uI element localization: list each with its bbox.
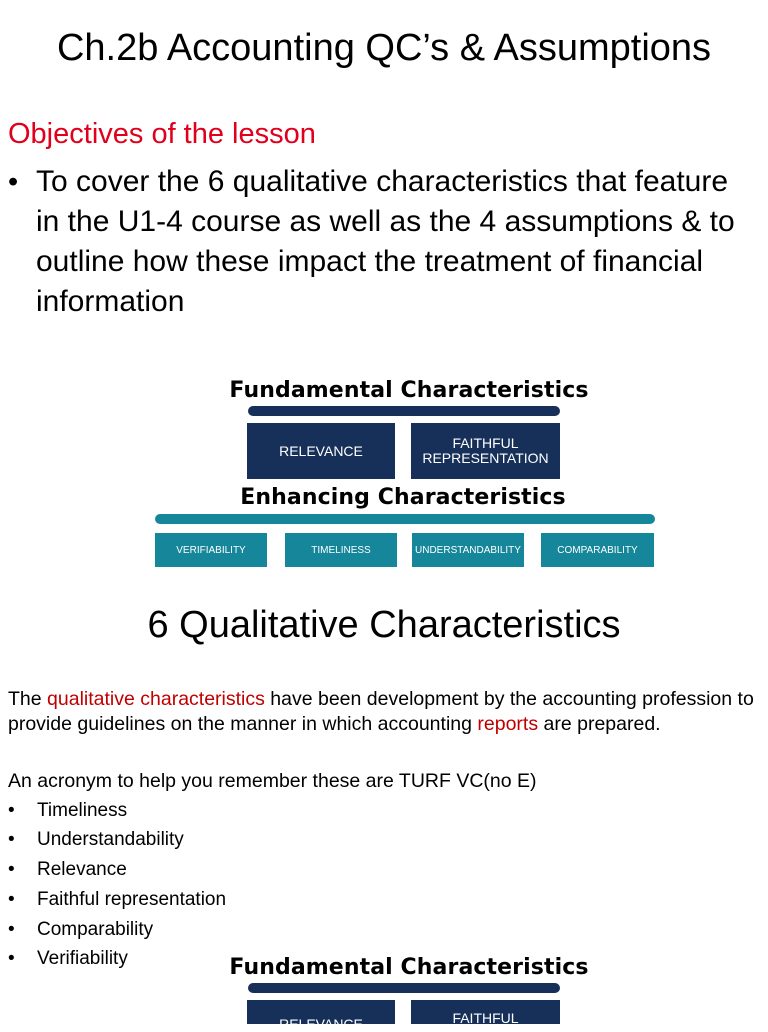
list-item — [8, 858, 127, 882]
list-item — [8, 828, 184, 852]
intro-highlight-qualitative: qualitative characteristics — [47, 688, 265, 710]
enhancing-characteristics-heading: Enhancing Characteristics — [240, 485, 566, 510]
bullet: • — [8, 919, 15, 940]
objectives-heading: Objectives of the lesson — [8, 118, 316, 150]
faithful-representation-box: FAITHFUL REPRESENTATION — [411, 423, 560, 479]
bullet: • — [8, 948, 15, 969]
faithful-box-2: FAITHFUL — [411, 1000, 560, 1024]
bullet: • — [8, 829, 15, 850]
objective-bullet: • — [8, 166, 19, 198]
list-item-label: Relevance — [37, 859, 127, 880]
intro-text-2: have been development by the accounting profession to provide guidelines on the manner in which accounting — [8, 688, 754, 735]
list-item-label: Comparability — [37, 919, 154, 940]
list-item — [8, 799, 127, 823]
enhancing-bar — [155, 514, 655, 524]
understandability-box: UNDERSTANDABILITY — [412, 533, 524, 567]
list-item-label: Timeliness — [37, 800, 128, 821]
intro-text-1: The — [8, 688, 48, 710]
list-item — [8, 918, 153, 942]
fundamental-bar — [248, 406, 560, 416]
bullet: • — [8, 889, 15, 910]
fundamental-bar-2 — [248, 983, 560, 993]
objective-text: To cover the 6 qualitative characteristics that feature in the U1-4 course as well as the 4 assumptions & to outline how these impact the treatment of financial information — [36, 165, 735, 318]
list-item-label: Faithful representation — [37, 889, 227, 910]
acronym-line: An acronym to help you remember these are TURF VC(no E) — [8, 770, 537, 792]
intro-highlight-reports: reports — [477, 713, 539, 735]
relevance-box: RELEVANCE — [247, 423, 395, 479]
relevance-box-2: RELEVANCE — [247, 1000, 395, 1024]
verifiability-box: VERIFIABILITY — [155, 533, 267, 567]
intro-paragraph — [8, 687, 763, 737]
list-item-label: Understandability — [37, 829, 184, 850]
fundamental-characteristics-heading-2: Fundamental Characteristics — [229, 955, 589, 980]
list-item-label: Verifiability — [37, 948, 128, 969]
bullet: • — [8, 859, 15, 880]
intro-text-3: are prepared. — [538, 713, 661, 735]
timeliness-box: TIMELINESS — [285, 533, 397, 567]
list-item — [8, 888, 226, 912]
list-item — [8, 947, 128, 971]
comparability-box: COMPARABILITY — [541, 533, 654, 567]
fundamental-characteristics-heading: Fundamental Characteristics — [229, 378, 589, 403]
bullet: • — [8, 800, 15, 821]
section-title: 6 Qualitative Characteristics — [147, 604, 621, 646]
slide-title: Ch.2b Accounting QC’s & Assumptions — [56, 27, 712, 69]
